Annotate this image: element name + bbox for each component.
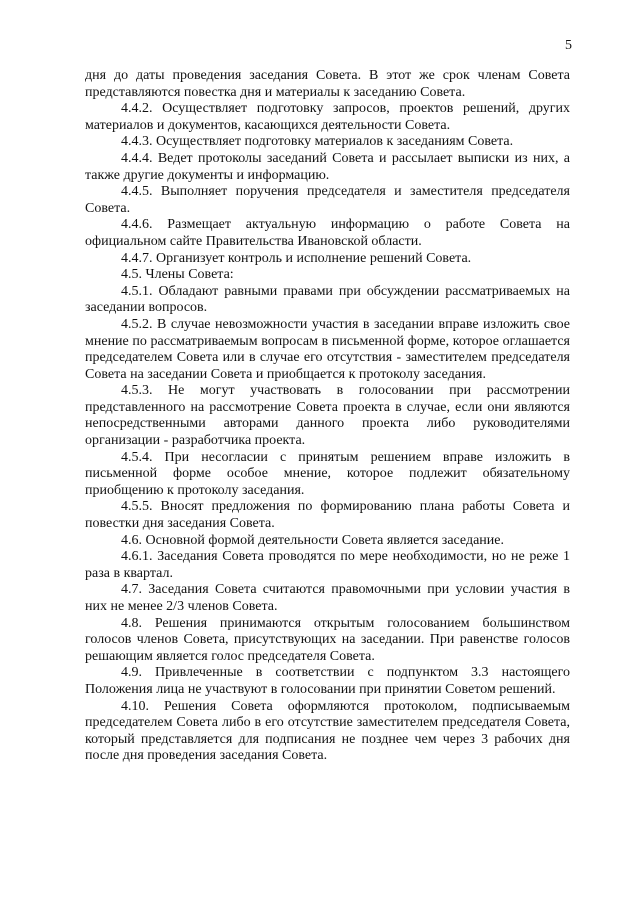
paragraph-continuation: дня до даты проведения заседания Совета. В этот же срок членам Совета представляются повестка дня и материалы к заседанию Совета. xyxy=(85,68,570,100)
paragraph-4-4-7: 4.4.7. Организует контроль и исполнение решений Совета. xyxy=(121,250,472,266)
paragraph-4-4-6: 4.4.6. Размещает актуальную информацию о работе Совета на официальном сайте Правительства Ивановской области. xyxy=(85,217,570,249)
paragraph-4-10: 4.10. Решения Совета оформляются протоколом, подписываемым председателем Совета либо в его отсутствие заместителем председателя Совета, который представляется для подписания не позднее чем через 3 рабочих дня после дня проведения заседания Совета. xyxy=(85,698,570,764)
paragraph-4-4-2: 4.4.2. Осуществляет подготовку запросов, проектов решений, других материалов и документов, касающихся деятельности Совета. xyxy=(85,101,570,133)
paragraph-4-6-1: 4.6.1. Заседания Совета проводятся по мере необходимости, но не реже 1 раза в квартал. xyxy=(85,549,570,581)
paragraph-4-9: 4.9. Привлеченные в соответствии с подпунктом 3.3 настоящего Положения лица не участвуют в голосовании при принятии Советом решений. xyxy=(85,665,570,697)
document-body xyxy=(85,68,570,765)
paragraph-4-4-3: 4.4.3. Осуществляет подготовку материалов к заседаниям Совета. xyxy=(121,134,514,150)
paragraph-4-5-3: 4.5.3. Не могут участвовать в голосовании при рассмотрении представленного на рассмотрение Совета проекта в случае, если они являются непосредственными авторами данного проекта либо руководителями организации - разработчика проекта. xyxy=(85,383,570,449)
paragraph-4-5: 4.5. Члены Совета: xyxy=(121,267,234,283)
paragraph-4-6: 4.6. Основной формой деятельности Совета является заседание. xyxy=(121,532,504,548)
paragraph-4-4-5: 4.4.5. Выполняет поручения председателя и заместителя председателя Совета. xyxy=(85,184,570,216)
paragraph-4-7: 4.7. Заседания Совета считаются правомочными при условии участия в них не менее 2/3 членов Совета. xyxy=(85,582,570,614)
paragraph-4-5-2: 4.5.2. В случае невозможности участия в заседании вправе изложить свое мнение по рассматриваемым вопросам в письменной форме, которое оглашается председателем Совета или в случае его отсутствия - заместителем председателя Совета на заседании Совета и приобщается к протоколу заседания. xyxy=(85,316,570,382)
paragraph-4-5-4: 4.5.4. При несогласии с принятым решением вправе изложить в письменной форме особое мнение, которое подлежит обязательному приобщению к протоколу заседания. xyxy=(85,449,570,498)
paragraph-4-4-4: 4.4.4. Ведет протоколы заседаний Совета и рассылает выписки из них, а также другие документы и информацию. xyxy=(85,150,570,183)
paragraph-4-5-5: 4.5.5. Вносят предложения по формированию плана работы Совета и повестки дня заседания Совета. xyxy=(85,499,570,532)
page-number: 5 xyxy=(565,38,572,53)
paragraph-4-5-1: 4.5.1. Обладают равными правами при обсуждении рассматриваемых на заседании вопросов. xyxy=(85,283,570,316)
paragraph-4-8: 4.8. Решения принимаются открытым голосованием большинством голосов членов Совета, присутствующих на заседании. При равенстве голосов решающим является голос председателя Совета. xyxy=(85,615,570,664)
